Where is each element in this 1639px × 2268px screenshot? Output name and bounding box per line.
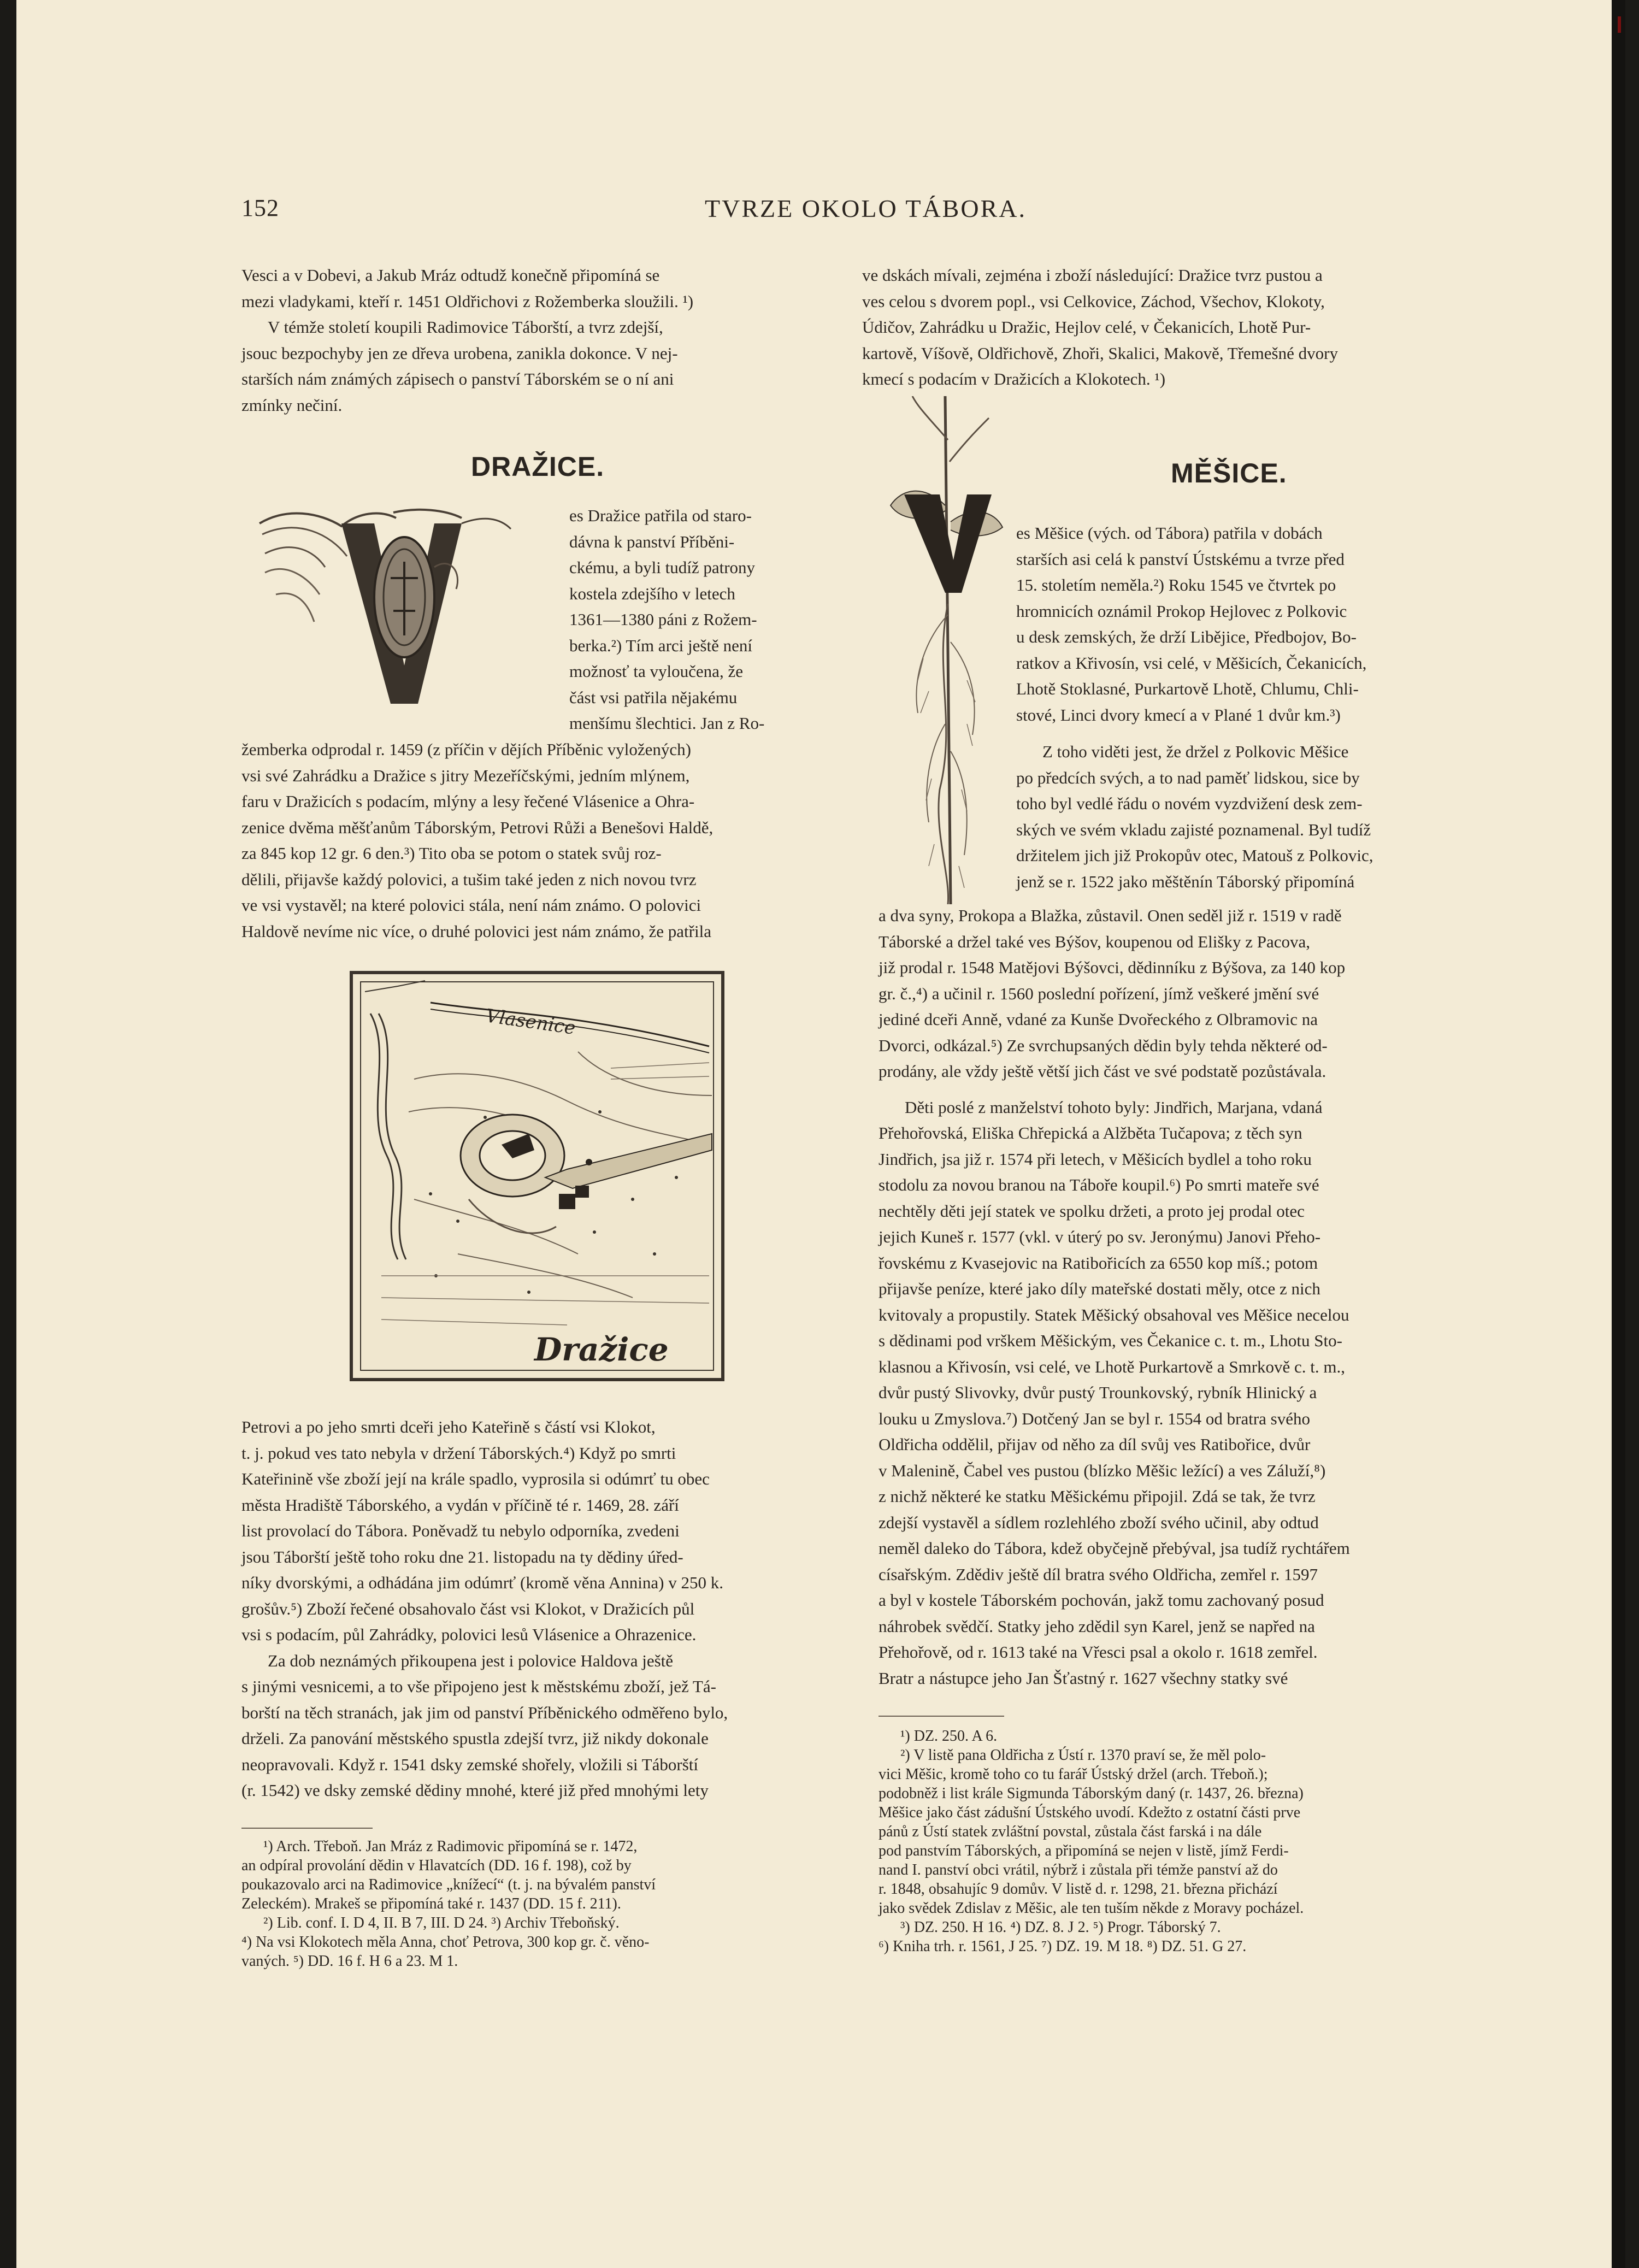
text-line: náhrobek svědčí. Statky jeho zdědil syn Karel, jenž se napřed na bbox=[879, 1616, 1315, 1636]
text-line: vsi své Zahrádku a Dražice s jitry Mezeříčskými, jedním mlýnem, bbox=[241, 765, 690, 785]
text-line: nechtěly děti její statek ve spolku držeti, a proto jej prodal otec bbox=[879, 1201, 1305, 1221]
drazice-body bbox=[241, 737, 829, 944]
text-line: s jinými vesnicemi, a to vše připojeno jest k městskému zboží, jež Tá- bbox=[241, 1677, 716, 1696]
footnote-line: ⁴) Na vsi Klokotech měla Anna, choť Petrova, 300 kop gr. č. věno- bbox=[241, 1934, 650, 1951]
text-line: Kateřinině vše zboží její na krále spadlo, vyprosila si odúmrť tu obec bbox=[241, 1469, 710, 1488]
footnote-line: ²) Lib. conf. I. D 4, II. B 7, III. D 24. ³) Archiv Třeboňský. bbox=[263, 1914, 620, 1931]
text-line: část vsi patřila nějakému bbox=[569, 687, 738, 707]
text-line: ve dskách mívali, zejména i zboží následující: Dražice tvrz pustou a bbox=[862, 266, 1323, 285]
footnote-line: vaných. ⁵) DD. 16 f. H 6 a 23. M 1. bbox=[241, 1953, 458, 1970]
running-head bbox=[16, 194, 1625, 227]
map-label-place: Dražice bbox=[534, 1331, 669, 1368]
section-title-drazice: DRAŽICE. bbox=[471, 451, 605, 482]
text-line: zdejší vystavěl a sídlem rozlehlého zboží svého učinil, aby odtud bbox=[879, 1512, 1319, 1532]
text-line: starších asi celá k panství Ústskému a tvrze před bbox=[1016, 549, 1345, 569]
section-title-mesice: MĚŠICE. bbox=[1171, 458, 1287, 488]
text-line: Bratr a nástupce jeho Jan Šťastný r. 1627 všechny statky své bbox=[879, 1668, 1288, 1688]
text-line: klasnou a Křivosín, vsi celé, ve Lhotě Purkartově a Smrkově c. t. m., bbox=[879, 1357, 1346, 1376]
text-line: dělili, přijavše každý polovici, a tušim také jeden z nich novou tvrz bbox=[241, 869, 697, 889]
text-line: z nichž některé ke statku Měšickému připojil. Zdá se tak, že tvrz bbox=[879, 1487, 1316, 1506]
text-line: stodolu za novou branou na Táboře koupil.⁶) Po smrti mateře své bbox=[879, 1175, 1319, 1194]
text-line: možnosť ta vyloučena, že bbox=[569, 662, 743, 681]
text-line: Z toho viděti jest, že držel z Polkovic Měšice bbox=[1042, 742, 1349, 761]
footnote-line: jako svědek Zdislav z Měšic, ale ten tuším někde z Moravy pocházel. bbox=[879, 1900, 1304, 1917]
text-line: ratkov a Křivosín, vsi celé, v Měšicích, Čekanicích, bbox=[1016, 653, 1367, 673]
left-footnotes bbox=[241, 1837, 829, 1971]
footnote-line: ¹) Arch. Třeboň. Jan Mráz z Radimovic připomíná se r. 1472, bbox=[263, 1838, 638, 1855]
text-line: kostela zdejšího v letech bbox=[569, 584, 735, 603]
text-line: a dva syny, Prokopa a Blažka, zůstavil. Onen seděl již r. 1519 v radě bbox=[879, 906, 1342, 925]
text-line: gr. č.,⁴) a učinil r. 1560 poslední pořízení, jímž veškeré jmění své bbox=[879, 983, 1319, 1003]
text-line: toho byl vedlé řádu o novém vyzdvižení desk zem- bbox=[1016, 794, 1363, 813]
text-line: níky dvorskými, a odhádána jim odúmrť (kromě věna Annina) v 250 k. bbox=[241, 1573, 723, 1592]
text-line: města Hradiště Táborského, a vydán v příčině té r. 1469, 28. září bbox=[241, 1495, 679, 1515]
text-line: řovskému z Kvasejovic na Ratibořicích za 6550 kop míš.; potom bbox=[879, 1253, 1318, 1273]
drazice-map bbox=[349, 970, 726, 1382]
text-line: Vesci a v Dobevi, a Jakub Mráz odtudž konečně připomíná se bbox=[241, 266, 660, 285]
text-line: držitelem jich již Prokopův otec, Matouš z Polkovic, bbox=[1016, 846, 1373, 865]
text-line: louku u Zmyslova.⁷) Dotčený Jan se byl r. 1554 od bratra svého bbox=[879, 1409, 1310, 1428]
footnote-rule bbox=[241, 1828, 373, 1829]
left-intro bbox=[241, 262, 829, 418]
text-line: grošův.⁵) Zboží řečené obsahovalo část vsi Klokot, v Dražicích půl bbox=[241, 1599, 695, 1618]
text-line: kartově, Víšově, Oldřichově, Zhoři, Skalici, Makově, Třemešné dvory bbox=[862, 343, 1338, 363]
footnote-line: ²) V listě pana Oldřicha z Ústí r. 1370 praví se, že měl polo- bbox=[900, 1747, 1266, 1764]
text-line: Petrovi a po jeho smrti dceři jeho Kateřině s částí vsi Klokot, bbox=[241, 1417, 656, 1436]
text-line: Údičov, Zahrádku u Dražic, Hejlov celé, v Čekanicích, Lhotě Pur- bbox=[862, 317, 1311, 337]
spacer bbox=[879, 1085, 1466, 1094]
footnote-line: podobněž i list krále Sigmunda Táborským daný (r. 1437, 26. března) bbox=[879, 1785, 1304, 1802]
text-line: jejich Kuneš r. 1577 (vkl. v úterý po sv. Jeronýmu) Janovi Přeho- bbox=[879, 1227, 1321, 1246]
text-line: s dědinami pod vrškem Měšickým, ves Čekanice c. t. m., Lhotu Sto- bbox=[879, 1331, 1342, 1350]
text-line: dvůr pustý Slivovky, dvůr pustý Trounkovský, rybník Hlinický a bbox=[879, 1383, 1317, 1402]
page-number: 152 bbox=[241, 195, 279, 221]
text-line: zenice dvěma měšťanům Táborským, Petrovi Růži a Benešovi Haldě, bbox=[241, 817, 714, 837]
text-line: neměl daleko do Tábora, kdež obyčejně přebýval, jsa tudíž rychtářem bbox=[879, 1539, 1350, 1558]
text-line: Táborské a držel také ves Býšov, koupenou od Elišky z Pacova, bbox=[879, 932, 1311, 951]
text-line: jsou Táborští ještě toho roku dne 21. listopadu na ty dědiny úřed- bbox=[241, 1547, 683, 1566]
text-line: ves celou s dvorem popl., vsi Celkovice, Záchod, Všechov, Klokoty, bbox=[862, 291, 1325, 311]
page-title: TVRZE OKOLO TÁBORA. bbox=[705, 195, 1027, 222]
drazice-after-map bbox=[241, 1414, 829, 1804]
right-footnotes bbox=[879, 1727, 1466, 1956]
map-label-river: Vlasenice bbox=[484, 1005, 577, 1039]
text-line: již prodal r. 1548 Matějovi Býšovci, dědinníku z Býšova, za 140 kop bbox=[879, 958, 1346, 977]
text-line: t. j. pokud ves tato nebyla v držení Táborských.⁴) Když po smrti bbox=[241, 1443, 676, 1463]
footnote-rule bbox=[879, 1716, 1004, 1717]
footnote-line: Zeleckém). Mrakeš se připomíná také r. 1437 (DD. 15 f. 211). bbox=[241, 1895, 621, 1912]
footnote-line: pánů z Ústí statek zvláštní povstal, zůstala část farská i na dále bbox=[879, 1823, 1262, 1840]
text-line: 1361—1380 páni z Rožem- bbox=[569, 610, 757, 629]
text-line: Haldově nevíme nic více, o druhé polovici jest nám známo, že patřila bbox=[241, 921, 711, 941]
text-line: jediné dceři Anně, vdané za Kunše Dvořeckého z Olbramovic na bbox=[879, 1010, 1318, 1029]
right-intro bbox=[862, 262, 1466, 392]
text-line: u desk zemských, že drží Liběјice, Předbojov, Bo- bbox=[1016, 627, 1357, 646]
footnote-line: ⁶) Kniha trh. r. 1561, J 25. ⁷) DZ. 19. M 18. ⁸) DZ. 51. G 27. bbox=[879, 1938, 1247, 1955]
mesice-body bbox=[879, 903, 1466, 1691]
text-line: kvitovaly a propustily. Statek Měšický obsahoval ves Měšice necelou bbox=[879, 1305, 1349, 1324]
footnote-line: Měšice jako část zádušní Ústského uvodí. Kdežto z ostatní části prve bbox=[879, 1804, 1301, 1821]
text-line: Za dob neznámých přikoupena jest i polovice Haldova ještě bbox=[268, 1651, 674, 1670]
footnote-line: an odpíral provolání dědin v Hlavatcích (DD. 16 f. 198), což by bbox=[241, 1857, 632, 1874]
text-line: jsouc bezpochyby jen ze dřeva urobena, zanikla dokonce. V nej- bbox=[241, 343, 678, 363]
text-line: v Malenině, Čabel ves pustou (blízko Měšic ležící) a ves Záluží,⁸) bbox=[879, 1460, 1326, 1480]
spacer bbox=[1016, 728, 1466, 739]
footnote-line: poukazovalo arci na Radimovice „knížecí“ (t. j. na bývalém panství bbox=[241, 1876, 656, 1893]
mesice-wrap-text bbox=[1016, 520, 1466, 894]
text-line: Přehořovská, Eliška Chřepická a Alžběta Tučapova; z těch syn bbox=[879, 1123, 1302, 1142]
book-page bbox=[16, 0, 1625, 2268]
text-line: po předcích svých, a to nad paměť lidskou, sice by bbox=[1016, 768, 1360, 787]
bookmark-ribbon bbox=[1618, 16, 1621, 33]
text-line: starších nám známých zápisech o panství Táborském se o ní ani bbox=[241, 369, 674, 388]
text-line: es Měšice (vých. od Tábora) patřila v dobách bbox=[1016, 523, 1323, 543]
text-line: dávna k panství Příběni- bbox=[569, 532, 735, 551]
text-line: V témže století koupili Radimovice Táborští, a tvrz zdejší, bbox=[268, 317, 663, 337]
text-line: mezi vladykami, kteří r. 1451 Oldřichovi z Rožemberka sloužili. ¹) bbox=[241, 291, 694, 311]
text-line: císařským. Zdědiv ještě díl bratra svého Oldřicha, zemřel r. 1597 bbox=[879, 1564, 1318, 1584]
footnote-line: r. 1848, obsahujíc 9 domův. V listě d. r. 1298, 21. března přichází bbox=[879, 1881, 1278, 1898]
text-line: jenž se r. 1522 jako měštěnín Táborský připomíná bbox=[1016, 871, 1355, 891]
text-line: hromnicích oznámil Prokop Hejlovec z Polkovic bbox=[1016, 601, 1347, 621]
text-line: Lhotě Stoklasné, Purkartově Lhotě, Chlumu, Chli- bbox=[1016, 679, 1359, 698]
footnote-line: ³) DZ. 250. H 16. ⁴) DZ. 8. J 2. ⁵) Progr. Táborský 7. bbox=[900, 1919, 1221, 1936]
text-line: neopravovali. Když r. 1541 dsky zemské shořely, vložili si Táborští bbox=[241, 1754, 698, 1774]
text-line: ských ve svém vkladu zajisté poznamenal. Byl tudíž bbox=[1016, 820, 1371, 839]
text-line: Dvorci, odkázal.⁵) Ze svrchupsaných dědin byly tehda některé od- bbox=[879, 1035, 1328, 1055]
text-line: zmínky nečiní. bbox=[241, 395, 343, 415]
text-line: Přehořově, od r. 1613 také na Vřesci psal a okolo r. 1618 zemřel. bbox=[879, 1642, 1318, 1662]
text-line: žemberka odprodal r. 1459 (z příčin v dějích Příběnic vyložených) bbox=[241, 740, 691, 759]
text-line: menšímu šlechtici. Jan z Ro- bbox=[569, 714, 765, 733]
text-line: stové, Linci dvory kmecí a v Plané 1 dvůr km.³) bbox=[1016, 705, 1341, 724]
text-line: ckému, a byli tudíž patrony bbox=[569, 558, 756, 577]
footnote-line: nand I. panství obci vrátil, nýbrž i zůstala při témže panství až do bbox=[879, 1861, 1278, 1878]
footnote-line: pod panstvím Táborských, a připomíná se nejen v listě, jímž Ferdi- bbox=[879, 1842, 1289, 1859]
text-line: za 845 kop 12 gr. 6 den.³) Tito oba se potom o statek svůj roz- bbox=[241, 844, 662, 863]
text-line: a byl v kostele Táborském pochován, jakž tomu zachovaný posud bbox=[879, 1590, 1324, 1610]
ornamental-initial-v bbox=[254, 502, 568, 712]
text-line: prodány, ale vždy ještě větší jich část ve své podstatě pozůstávala. bbox=[879, 1062, 1326, 1081]
text-line: kmecí s podacím v Dražicích a Klokotech. ¹) bbox=[862, 369, 1166, 388]
text-line: 15. stoletím neměla.²) Roku 1545 ve čtvrtek po bbox=[1016, 575, 1336, 594]
text-line: borští na těch stranách, jak jim od panství Příběnického odměřeno bylo, bbox=[241, 1703, 728, 1722]
text-line: berka.²) Tím arci ještě není bbox=[569, 635, 752, 655]
text-line: Jindřich, jsa již r. 1574 při letech, v Měšicích bydlel a toho roku bbox=[879, 1149, 1312, 1169]
footnote-line: ¹) DZ. 250. A 6. bbox=[900, 1728, 998, 1745]
drazice-wrap-text bbox=[569, 503, 829, 737]
text-line: list provolací do Tábora. Poněvadž tu nebylo odporníka, zvedeni bbox=[241, 1521, 680, 1540]
text-line: faru v Dražicích s podacím, mlýny a lesy řečené Vlásenice a Ohra- bbox=[241, 792, 695, 811]
text-line: (r. 1542) ve dsky zemské dědiny mnohé, které již před mnohými lety bbox=[241, 1781, 709, 1800]
text-line: drželi. Za panování městského spustla zdejší tvrz, již nikdy dokonale bbox=[241, 1729, 709, 1748]
text-line: es Dražice patřila od staro- bbox=[569, 506, 752, 525]
footnote-line: vici Měšic, kromě toho co tu farář Ústský držel (arch. Třeboň.); bbox=[879, 1766, 1268, 1783]
text-line: přijavše peníze, které jako díly mateřské dostati měly, otce z nich bbox=[879, 1279, 1320, 1298]
page-edge bbox=[1612, 0, 1625, 2268]
text-line: Děti poslé z manželství tohoto byly: Jindřich, Marjana, vdaná bbox=[905, 1097, 1323, 1117]
text-line: vsi s podacím, půl Zahrádky, polovici lesů Vlásenice a Ohrazenice. bbox=[241, 1625, 697, 1644]
text-line: ve vsi vystavěl; na které polovici stála, není nám známo. O polovici bbox=[241, 896, 701, 915]
ornamental-initial-v-plant bbox=[880, 396, 1011, 904]
text-line: Oldřicha oddělil, přijav od něho za díl svůj ves Ratibořice, dvůr bbox=[879, 1435, 1311, 1454]
